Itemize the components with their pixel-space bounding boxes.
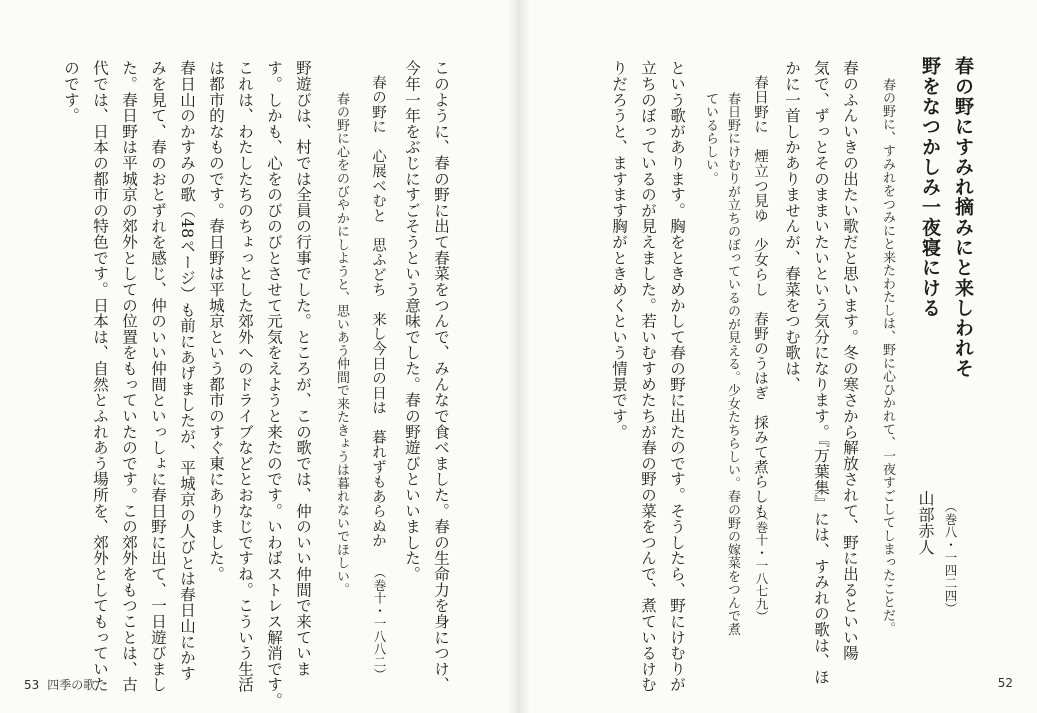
left-folio <box>24 676 95 693</box>
poem-gloss: 春日野にけむりが立ちのぼっているのが見える。少女たちらしい。春の野の嫁菜をつんで煮 <box>725 92 740 636</box>
book-gutter <box>508 0 530 713</box>
body-line: このように、春の野に出て春菜をつんで、みんなで食べました。春の生命力を身につけ、 <box>432 60 450 693</box>
body-line: 今年一年をぶじにすごそうという意味でした。春の野遊びといいました。 <box>403 60 421 582</box>
poem-author: 山部赤人 <box>916 490 935 556</box>
poem-title-line: 野をなつかしみ一夜寝にける <box>919 56 941 318</box>
body-line: りだろうと、ますます胸がときめくという情景です。 <box>610 60 628 440</box>
poem-line: 春の野に 心展べむと 思ふどち 来し今日の日は 暮れずもあらぬか <box>370 75 386 549</box>
poem-gloss: ているらしい。 <box>703 92 718 185</box>
right-page <box>518 0 1037 713</box>
body-line: これは、わたしたちのちょっとした郊外へのドライブなどとおなじですね。こういう生活 <box>236 60 254 693</box>
poem-citation: （巻十・一八八二） <box>372 566 387 681</box>
paraphrase: 春の野に、すみれをつみにと来たわたしは、野に心ひかれて、一夜すごしてしまったことだ。 <box>880 78 895 635</box>
body-line: た。春日野は平城京の郊外としての位置をもっていたのです。この郊外をもつことは、古 <box>120 60 138 693</box>
body-line: は都市的なものです。春日野は平城京という都市のすぐ東にありました。 <box>207 60 225 582</box>
body-line: という歌があります。胸をときめかして春の野に出たのです。そうしたら、野にけむりが <box>668 60 686 693</box>
body-line: 春日山のかすみの歌（48ページ）も前にあげましたが、平城京の人びとは春日山にかす <box>178 60 196 682</box>
poem-title-line: 春の野にすみれ摘みにと来しわれそ <box>952 56 974 379</box>
poem-gloss: 春の野に心をのびやかにしようと、思いあう仲間で来たきょうは暮れないでほしい。 <box>334 92 349 596</box>
body-line: 春のふんいきの出たい歌だと思います。冬の寒さから解放されて、野に出るといい陽 <box>841 60 859 661</box>
body-line: かに一首しかありませんが、春菜をつむ歌は、 <box>783 60 801 393</box>
right-folio <box>998 676 1013 690</box>
body-line: 代では、日本の都市の特色です。日本は、自然とふれあう場所を、郊外としてもっていた <box>91 60 109 693</box>
body-line: 野遊びは、村では全員の行事でした。ところが、この歌では、仲のいい仲間で来ていま <box>294 60 312 677</box>
running-head: 四季の歌 <box>47 678 96 692</box>
poem-citation: （巻十・一八七九） <box>754 508 769 623</box>
page-number: 53 <box>24 678 40 692</box>
body-line: みを見て、春のおとずれを感じ、仲のいい仲間といっしょに春日野に出て、一日遊びまし <box>149 60 167 693</box>
poem-line: 春日野に 煙立つ見ゆ 少女らし 春野のうはぎ 採みて煮らしも <box>752 75 768 519</box>
body-line: 気で、ずっとそのままいたいという気分になります。『万葉集』には、すみれの歌は、ほ <box>812 60 830 685</box>
body-line: 立ちのぼっているのが見えました。若いむすめたちが春の野の菜をつんで、煮ているけむ <box>639 60 657 693</box>
page-number: 52 <box>997 676 1013 690</box>
left-page <box>0 0 518 713</box>
body-line: のです。 <box>62 60 80 124</box>
body-line: す。しかも、心をのびのびとさせて元気をえようと来たのです。いわばストレス解消です。 <box>265 60 283 709</box>
poem-citation: （巻八・一四二四） <box>943 500 958 615</box>
